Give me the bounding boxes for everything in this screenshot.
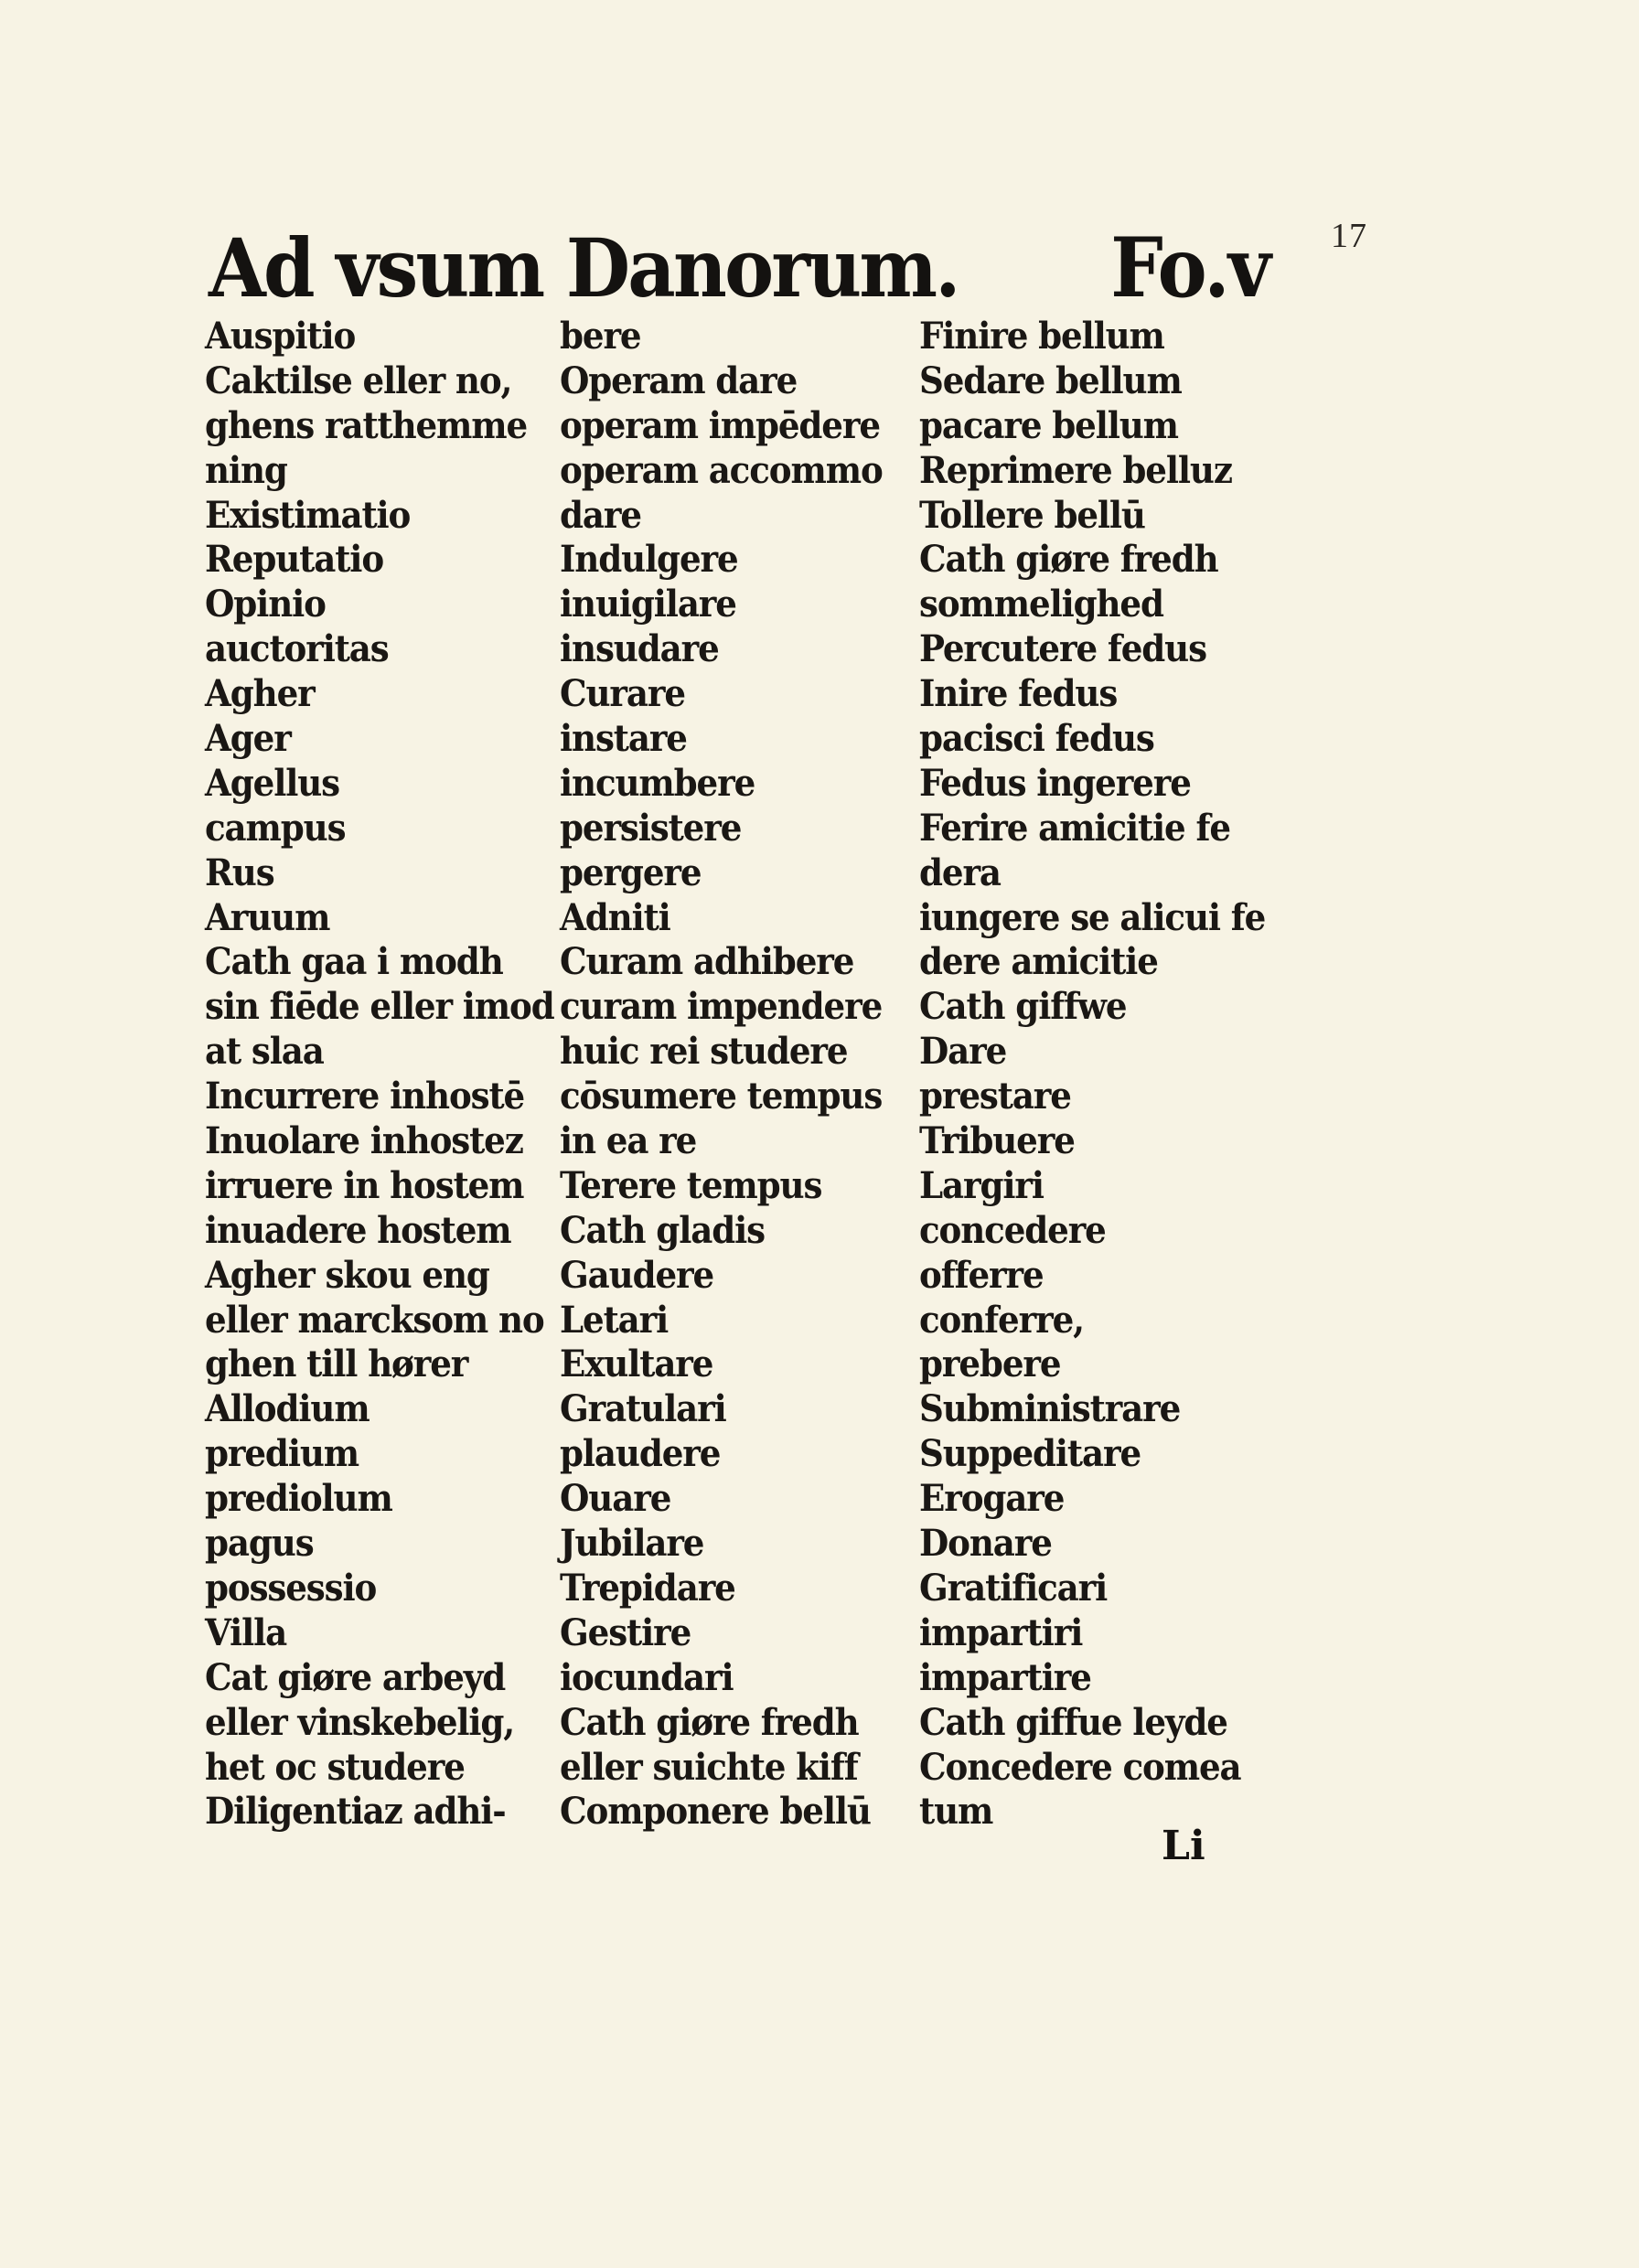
text-line: Auspitio (205, 315, 356, 358)
text-line: Villa (205, 1610, 287, 1654)
text-line: Concedere comea (919, 1745, 1241, 1789)
text-line: Allodium (205, 1387, 370, 1431)
text-line: Ferire amicitie fe (919, 806, 1230, 850)
text-line: pacisci fedus (919, 717, 1154, 761)
text-line: huic rei studere (560, 1030, 848, 1074)
text-line: Existimatio (205, 493, 411, 537)
text-line: bere (560, 315, 641, 358)
text-line: Aruum (205, 895, 330, 939)
text-line: Reprimere belluz (919, 448, 1232, 492)
column-middle (560, 315, 906, 1835)
text-line: Subministrare (919, 1387, 1181, 1431)
text-line: Gratificari (919, 1566, 1108, 1610)
text-line: conferre, (919, 1298, 1084, 1342)
text-line: Reputatio (205, 538, 384, 582)
text-line: Componere bellū (560, 1790, 871, 1834)
text-line: sin fiēde eller imod (205, 985, 554, 1029)
signature-mark: Li (1162, 1823, 1205, 1869)
column-right (919, 315, 1291, 1835)
text-line: Cath gaa i modh (205, 940, 503, 984)
text-line: campus (205, 806, 346, 850)
text-line: iungere se alicui fe (919, 895, 1266, 939)
text-line: Finire bellum (919, 315, 1164, 358)
text-line: Caktilse eller no, (205, 358, 512, 402)
text-line: het oc studere (205, 1745, 465, 1789)
text-line: eller marcksom no (205, 1298, 544, 1342)
text-line: Terere tempus (560, 1163, 822, 1207)
column-left (205, 315, 580, 1835)
text-line: Curare (560, 672, 685, 716)
running-head (209, 218, 1269, 316)
text-line: Jubilare (560, 1522, 704, 1566)
text-line: ghens ratthemme (205, 403, 528, 447)
text-line: Letari (560, 1298, 669, 1342)
text-line: Opinio (205, 583, 326, 626)
text-line: Curam adhibere (560, 940, 854, 984)
text-line: Ager (205, 717, 291, 761)
text-line: Gaudere (560, 1253, 714, 1297)
text-line: dera (919, 850, 1001, 894)
text-line: cōsumere tempus (560, 1075, 883, 1118)
text-line: Cath giøre fredh (919, 538, 1218, 582)
text-line: ning (205, 448, 287, 492)
text-line: Largiri (919, 1163, 1044, 1207)
text-line: auctoritas (205, 627, 389, 671)
text-line: Sedare bellum (919, 358, 1182, 402)
text-line: dare (560, 493, 641, 537)
text-line: impartire (919, 1655, 1091, 1699)
text-line: Exultare (560, 1343, 713, 1386)
text-line: persistere (560, 806, 742, 850)
text-line: eller suichte kiff (560, 1745, 858, 1789)
text-line: ghen till hører (205, 1343, 468, 1386)
text-line: Cath giffue leyde (919, 1700, 1227, 1744)
text-line: Indulgere (560, 538, 738, 582)
text-line: Erogare (919, 1477, 1065, 1521)
text-line: Cath gladis (560, 1208, 765, 1252)
text-line: Trepidare (560, 1566, 735, 1610)
text-line: instare (560, 717, 687, 761)
text-line: pagus (205, 1522, 314, 1566)
text-line: Ouare (560, 1477, 671, 1521)
text-line: prebere (919, 1343, 1061, 1386)
text-line: prediolum (205, 1477, 392, 1521)
text-line: eller vinskebelig, (205, 1700, 515, 1744)
folio-number: Fo.v (1110, 219, 1269, 316)
text-line: Operam dare (560, 358, 798, 402)
text-line: pergere (560, 850, 702, 894)
text-line: tum (919, 1790, 993, 1834)
text-line: Tollere bellū (919, 493, 1145, 537)
text-line: Gratulari (560, 1387, 726, 1431)
text-line: Tribuere (919, 1119, 1075, 1163)
text-line: Diligentiaz adhi- (205, 1790, 506, 1834)
text-line: Donare (919, 1522, 1052, 1566)
text-line: Cat giøre arbeyd (205, 1655, 506, 1699)
text-line: Agher (205, 672, 315, 716)
text-line: Incurrere inhostē (205, 1075, 525, 1118)
text-line: plaudere (560, 1432, 721, 1476)
running-head-title: Ad vsum Danorum. (209, 220, 959, 316)
text-line: predium (205, 1432, 359, 1476)
text-line: Inire fedus (919, 672, 1118, 716)
text-line: insudare (560, 627, 719, 671)
text-line: incumbere (560, 761, 755, 805)
text-line: in ea re (560, 1119, 697, 1163)
text-line: Gestire (560, 1610, 691, 1654)
text-line: iocundari (560, 1655, 734, 1699)
text-line: Dare (919, 1030, 1007, 1074)
text-line: irruere in hostem (205, 1163, 524, 1207)
text-line: Cath giffwe (919, 985, 1127, 1029)
text-line: impartiri (919, 1610, 1083, 1654)
text-line: inuadere hostem (205, 1208, 511, 1252)
text-line: operam accommo (560, 448, 883, 492)
text-line: inuigilare (560, 583, 736, 626)
text-line: operam impēdere (560, 403, 880, 447)
text-line: Fedus ingerere (919, 761, 1191, 805)
text-line: Agellus (205, 761, 339, 805)
text-line: possessio (205, 1566, 377, 1610)
text-line: prestare (919, 1075, 1071, 1118)
text-line: Rus (205, 850, 274, 894)
text-line: Cath giøre fredh (560, 1700, 859, 1744)
text-line: Percutere fedus (919, 627, 1206, 671)
text-line: Suppeditare (919, 1432, 1141, 1476)
text-line: at slaa (205, 1030, 324, 1074)
text-line: pacare bellum (919, 403, 1178, 447)
text-line: Adniti (560, 895, 670, 939)
text-line: concedere (919, 1208, 1106, 1252)
text-line: Agher skou eng (205, 1253, 489, 1297)
text-line: dere amicitie (919, 940, 1158, 984)
text-line: curam impendere (560, 985, 883, 1029)
text-line: Inuolare inhostez (205, 1119, 523, 1163)
text-line: sommelighed (919, 583, 1163, 626)
page-number: 17 (1331, 217, 1367, 255)
text-line: offerre (919, 1253, 1044, 1297)
